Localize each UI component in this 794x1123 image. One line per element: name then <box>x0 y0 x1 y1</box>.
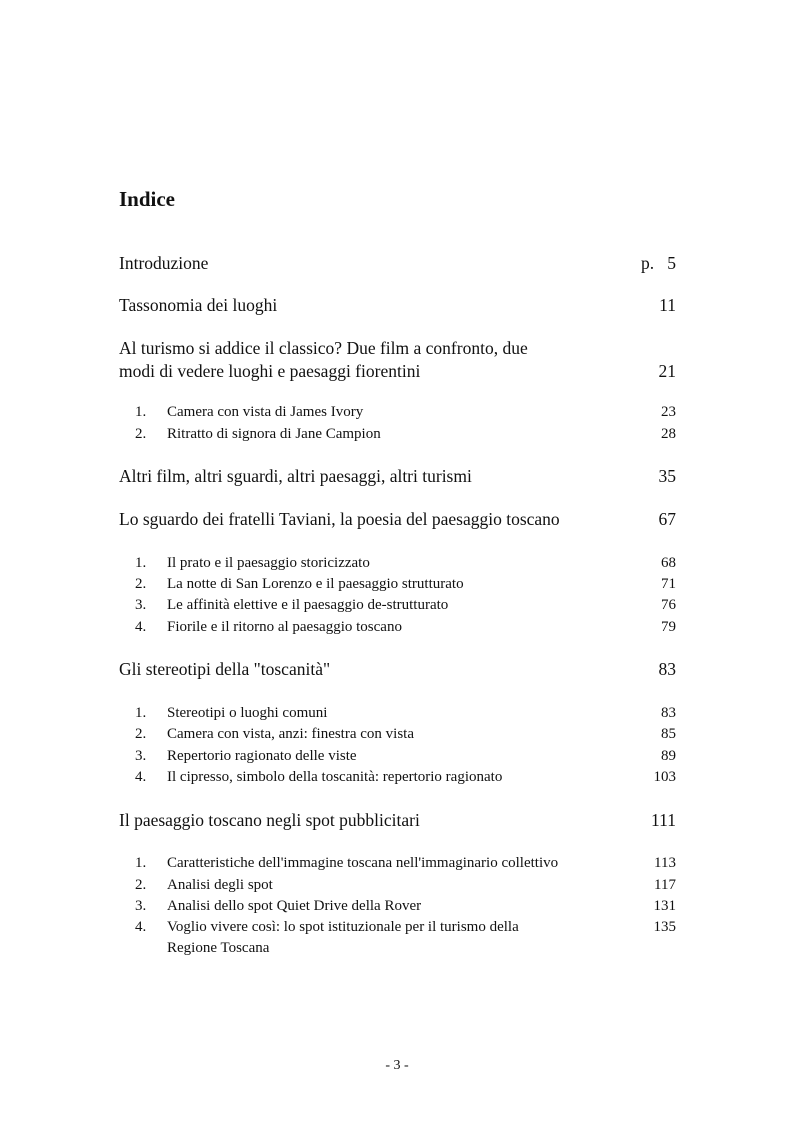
toc-entry-page: 21 <box>658 361 676 381</box>
page-number: - 3 - <box>385 1058 409 1073</box>
toc-subentry-title: Le affinità elettive e il paesaggio de-strutturato <box>167 597 449 613</box>
toc-subentry-title: Caratteristiche dell'immagine toscana nell'immaginario collettivo <box>167 855 559 871</box>
toc-subentry[interactable] <box>119 424 676 445</box>
toc-subentry-page: 23 <box>661 404 676 420</box>
toc-subentry[interactable] <box>119 875 676 896</box>
toc-entry-title: Altri film, altri sguardi, altri paesaggi, altri turismi <box>119 466 472 486</box>
toc-subentry-number: 2. <box>135 426 147 442</box>
toc-subentry-page: 71 <box>661 576 676 592</box>
toc-subentry-title: Analisi degli spot <box>167 877 273 893</box>
toc-subentry-title: Stereotipi o luoghi comuni <box>167 705 328 721</box>
toc-entry-page: 11 <box>659 295 676 315</box>
toc-subentry-number: 3. <box>135 597 147 613</box>
toc-subentry[interactable] <box>119 595 676 616</box>
toc-subentry-number: 3. <box>135 898 147 914</box>
toc-subentry[interactable] <box>119 767 676 788</box>
toc-subentry[interactable] <box>119 896 676 917</box>
toc-subentry-page: 103 <box>653 769 676 785</box>
toc-subentry[interactable] <box>119 402 676 423</box>
toc-entry-page: 35 <box>658 466 676 486</box>
toc-entry-page: 83 <box>658 659 676 679</box>
toc-subentry-title: Camera con vista, anzi: finestra con vista <box>167 726 414 742</box>
toc-subentry[interactable] <box>119 853 676 874</box>
toc-subentry-page: 89 <box>661 748 676 764</box>
toc-subentry-title: La notte di San Lorenzo e il paesaggio strutturato <box>167 576 464 592</box>
toc-subentry-number: 2. <box>135 576 147 592</box>
toc-subentry-title: Camera con vista di James Ivory <box>167 404 364 420</box>
toc-subentry-number: 1. <box>135 404 147 420</box>
toc-entry[interactable] <box>119 294 676 317</box>
toc-subentry-page: 76 <box>661 597 676 613</box>
toc-subentry[interactable] <box>119 724 676 745</box>
toc-subentry-page: 113 <box>654 855 676 871</box>
toc-entry-title: Gli stereotipi della "toscanità" <box>119 659 331 679</box>
toc-subentry-number: 1. <box>135 555 147 571</box>
toc-entry-title: Al turismo si addice il classico? Due film a confronto, due modi di vedere luoghi e paesaggi fiorentini <box>119 338 528 381</box>
toc-entry-page: p. 5 <box>641 253 676 273</box>
toc-subentry-title: Ritratto di signora di Jane Campion <box>167 426 381 442</box>
toc-subentry-page: 117 <box>654 877 676 893</box>
toc-entry-title: Lo sguardo dei fratelli Taviani, la poesia del paesaggio toscano <box>119 509 560 529</box>
toc-subentry-number: 4. <box>135 619 147 635</box>
toc-subentry-page: 68 <box>661 555 676 571</box>
toc-subentry-number: 4. <box>135 919 147 935</box>
toc-subentry-page: 131 <box>653 898 676 914</box>
toc-subentry-number: 2. <box>135 877 147 893</box>
toc-subentry-title: Il cipresso, simbolo della toscanità: repertorio ragionato <box>167 769 503 785</box>
toc-subentry-number: 1. <box>135 855 147 871</box>
toc-entry[interactable] <box>119 337 676 383</box>
toc-subentry-title: Analisi dello spot Quiet Drive della Rover <box>167 898 422 914</box>
toc-subentry-title: Fiorile e il ritorno al paesaggio toscano <box>167 619 402 635</box>
toc-entry-title: Introduzione <box>119 253 209 273</box>
toc-subentry-title: Voglio vivere così: lo spot istituzionale per il turismo della Regione Toscana <box>167 919 519 956</box>
toc-entry[interactable] <box>119 252 676 275</box>
toc-subentry-title: Repertorio ragionato delle viste <box>167 748 357 764</box>
toc-subentry[interactable] <box>119 746 676 767</box>
page-title: Indice <box>119 187 176 211</box>
toc-entry[interactable] <box>119 508 676 531</box>
toc-entry[interactable] <box>119 465 676 488</box>
toc-subentry-page: 79 <box>661 619 676 635</box>
toc-subentry-page: 83 <box>661 705 676 721</box>
toc-subentry[interactable] <box>119 917 676 959</box>
toc-subentry[interactable] <box>119 617 676 638</box>
toc-subentry-page: 85 <box>661 726 676 742</box>
toc-subentry-number: 2. <box>135 726 147 742</box>
toc-entry-title: Tassonomia dei luoghi <box>119 295 278 315</box>
toc-subentry-title: Il prato e il paesaggio storicizzato <box>167 555 370 571</box>
toc-subentry[interactable] <box>119 553 676 574</box>
toc-subentry-page: 28 <box>661 426 676 442</box>
toc-subentry[interactable] <box>119 703 676 724</box>
toc-subentry[interactable] <box>119 574 676 595</box>
toc-entry-page: 67 <box>658 509 676 529</box>
toc-subentry-number: 4. <box>135 769 147 785</box>
toc-subentry-number: 1. <box>135 705 147 721</box>
toc-entry-title: Il paesaggio toscano negli spot pubblicitari <box>119 810 420 830</box>
toc-subentry-number: 3. <box>135 748 147 764</box>
toc-entry-page: 111 <box>651 810 676 830</box>
toc-subentry-page: 135 <box>653 919 676 935</box>
toc-entry[interactable] <box>119 658 676 681</box>
toc-entry[interactable] <box>119 809 676 832</box>
